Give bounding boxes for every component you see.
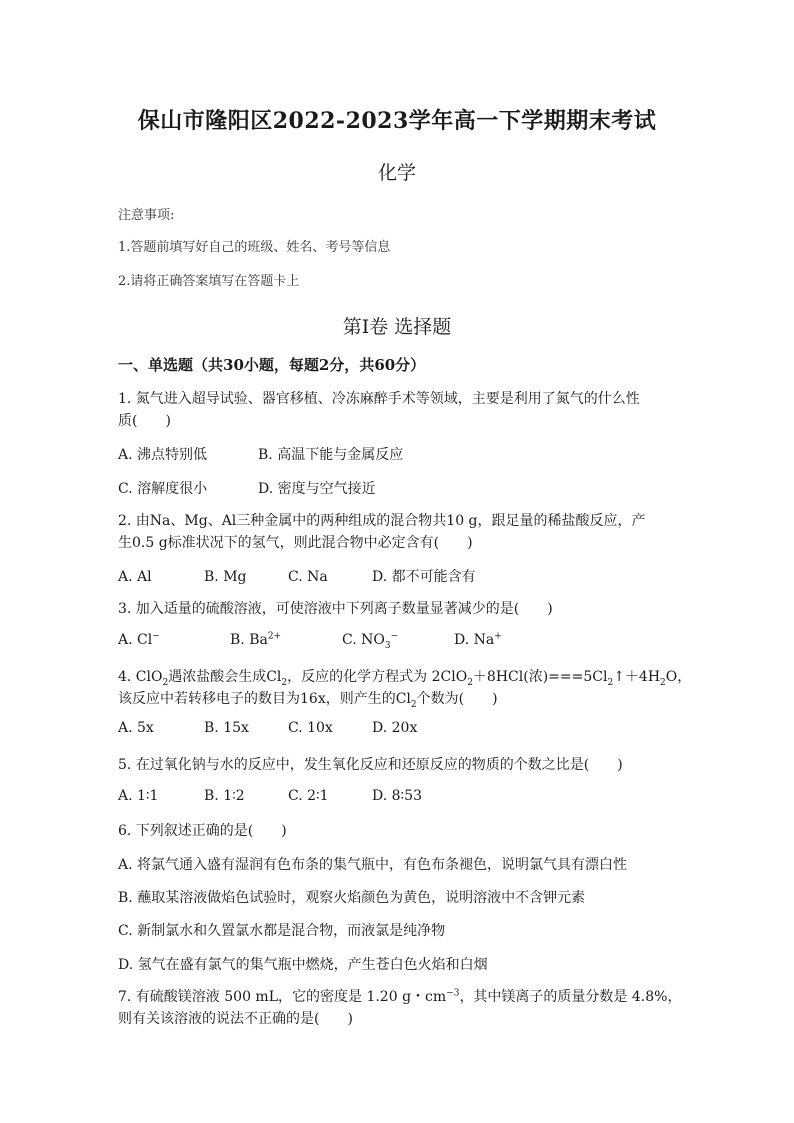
superscript: −3 [446,988,460,999]
question-3-option-d: D. Na+ [454,631,502,648]
question-7-line-1: 7. 有硫酸镁溶液 500 mL，它的密度是 1.20 g・$cm^{-3}$，其中镁离子的质量分数是 4.8%， [118,988,682,1005]
question-1-line-1: 1. 氮气进入超导试验、器官移植、冷冻麻醉手术等领域，主要是利用了氮气的什么性 [118,391,640,407]
question-1-line-2: 质( ) [118,413,171,429]
note-item-1: 1.答题前填写好自己的班级、姓名、考号等信息 [118,240,391,255]
exam-title: 保山市隆阳区2022-2023学年高一下学期期末考试 [137,108,657,134]
question-2-line-2: 生0.5 g标准状况下的氢气，则此混合物中必定含有( ) [118,535,473,551]
question-2-option-b: B. Mg [204,569,247,585]
question-6-option-c: C. 新制氯水和久置氯水都是混合物，而液氯是纯净物 [118,923,446,939]
question-5-options [118,788,422,804]
superscript: − [390,631,399,642]
question-4-option-c: C. 10x [288,720,333,736]
question-3-option-b: B. $Ba^{2+}$ [230,631,282,648]
question-2-options [118,566,476,586]
question-5-option-c: C. 2∶1 [288,788,329,804]
question-5-option-a: A. 1∶1 [118,788,159,804]
question-2-line-1: 2. 由Na、Mg、Al三种金属中的两种组成的混合物共10 g，跟足量的稀盐酸反应，产 [118,513,646,529]
question-1-option-a: A. 沸点特别低 [118,447,208,463]
question-4-option-b: B. 15x [204,720,249,736]
question-3-option-a: A. Cl− [118,631,160,648]
question-4-option-a: A. 5x [118,720,154,736]
question-4-options [118,720,417,736]
note-item-2: 2.请将正确答案填写在答题卡上 [118,274,300,289]
question-1-options-row-2 [118,478,376,498]
question-5-line-1: 5. 在过氧化钠与水的反应中，发生氧化反应和还原反应的物质的个数之比是( ) [118,757,623,773]
superscript: 2+ [267,631,282,642]
question-1-options-row-1 [118,444,403,464]
question-1-option-c: C. 溶解度很小 [118,481,208,497]
question-6-option-d: D. 氢气在盛有氯气的集气瓶中燃烧，产生苍白色火焰和白烟 [118,957,488,973]
volume-title: 第Ⅰ卷 选择题 [342,316,452,338]
superscript: + [494,631,502,642]
subscript: 3 [384,640,391,651]
question-4-line-2: 该反应中若转移电子的数目为16x，则产生的$Cl_2$个数为( ) [118,691,498,710]
question-4-option-d: D. 20x [372,720,418,736]
question-2-option-a: A. Al [118,569,152,585]
question-3-line-1: 3. 加入适量的硫酸溶液，可使溶液中下列离子数量显著减少的是( ) [118,601,553,617]
notes-heading: 注意事项: [118,208,175,223]
question-2-option-d: D. 都不可能含有 [372,569,476,585]
question-6-option-b: B. 蘸取某溶液做焰色试验时，观察火焰颜色为黄色，说明溶液中不含钾元素 [118,890,586,906]
question-1-option-d: D. 密度与空气接近 [258,481,376,497]
question-3-options [118,631,502,651]
question-7-line-2: 则有关该溶液的说法不正确的是( ) [118,1011,353,1027]
section-title: 一、单选题（共30小题，每题2分，共60分） [118,356,426,374]
question-3-option-c: C. $NO_3^-$ [342,631,399,651]
question-2-option-c: C. Na [288,569,328,585]
question-4-line-1: 4. ClO$_2$遇浓盐酸会生成$Cl_2$，反应的化学方程式为 2ClO$_2$＋8HCl(浓)$===5Cl_2↑+4H_2O$， [118,669,692,688]
question-5-option-d: D. 8∶53 [372,788,422,804]
superscript: − [152,631,160,642]
question-1-option-b: B. 高温下能与金属反应 [258,447,404,463]
question-5-option-b: B. 1∶2 [204,788,245,804]
question-6-line-1: 6. 下列叙述正确的是( ) [118,823,287,839]
subject-title: 化学 [377,162,416,184]
question-6-option-a: A. 将氯气通入盛有湿润有色布条的集气瓶中，有色布条褪色，说明氯气具有漂白性 [118,857,628,873]
